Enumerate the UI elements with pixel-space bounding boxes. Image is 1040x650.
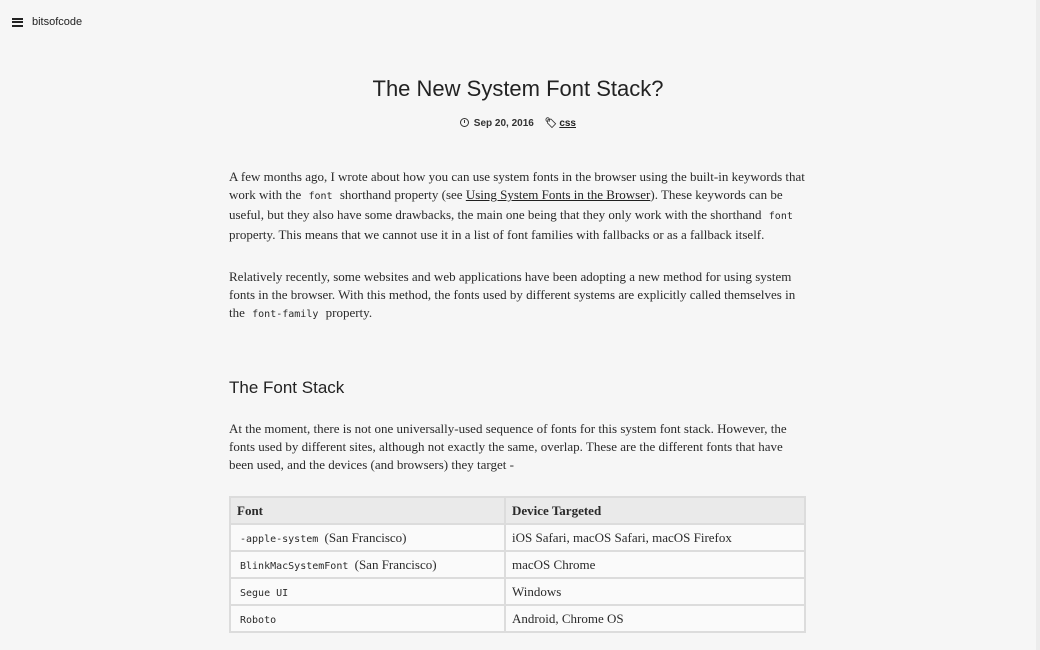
font-code: Segue UI <box>240 587 289 599</box>
text: property. <box>322 305 373 320</box>
table-cell-font <box>230 524 505 551</box>
inline-code: font <box>768 211 793 222</box>
inline-code: font <box>308 191 333 202</box>
hamburger-menu-icon[interactable] <box>12 18 23 27</box>
post-title: The New System Font Stack? <box>372 76 664 101</box>
inline-code: font-family <box>252 309 319 320</box>
column-header-device: Device Targeted <box>505 497 805 524</box>
clock-icon <box>460 118 469 127</box>
table-cell-device: iOS Safari, macOS Safari, macOS Firefox <box>505 524 805 551</box>
post-meta <box>0 118 1036 129</box>
top-bar <box>12 14 82 30</box>
text: Relatively recently, some websites and web applications have been adopting a new method for using system fonts in the browser. With this method, the fonts used by different systems are explicitly called themselves in the <box>229 269 796 320</box>
font-note: (San Francisco) <box>354 556 437 572</box>
table-row <box>230 551 805 578</box>
tag-link-css[interactable]: css <box>559 118 576 129</box>
table-row <box>230 524 805 551</box>
paragraph-font-stack: At the moment, there is not one universally-used sequence of fonts for this system font stack. However, the fonts used by different sites, although not exactly the same, overlap. These are the different fonts that have been used, and the devices (and browsers) they target - <box>229 421 787 472</box>
text: ). These keywords can be useful, but they also have some drawbacks, the main one being that they only work with the shorthand <box>229 187 783 222</box>
table-cell-device: Android, Chrome OS <box>505 605 805 632</box>
text: A few months ago, I wrote about how you can use system fonts in the browser using the built-in keywords that work with the <box>229 169 805 202</box>
font-code: BlinkMacSystemFont <box>240 560 349 572</box>
paragraph-method <box>229 268 809 324</box>
site-name-link[interactable]: bitsofcode <box>32 16 83 28</box>
table-cell-font <box>230 605 505 632</box>
font-note: (San Francisco) <box>324 529 407 545</box>
table-row <box>230 578 805 605</box>
post-date: Sep 20, 2016 <box>473 118 534 129</box>
text: shorthand property (see <box>336 187 466 202</box>
scrollbar-track[interactable] <box>1036 0 1040 650</box>
table-row <box>230 605 805 632</box>
table-cell-font <box>230 551 505 578</box>
section-heading: The Font Stack <box>229 378 345 397</box>
column-header-font: Font <box>230 497 505 524</box>
table-header-row <box>230 497 805 524</box>
font-table <box>229 496 806 633</box>
table-cell-device: macOS Chrome <box>505 551 805 578</box>
tags-icon: 🏷︎ <box>544 118 558 129</box>
table-cell-device: Windows <box>505 578 805 605</box>
link-using-system-fonts[interactable]: Using System Fonts in the Browser <box>465 187 651 202</box>
font-code: Roboto <box>240 614 277 626</box>
table-cell-font <box>230 578 505 605</box>
text: property. This means that we cannot use it in a list of font families with fallbacks or as a fallback itself. <box>229 227 765 242</box>
paragraph-intro <box>229 168 809 244</box>
font-code: -apple-system <box>240 533 319 545</box>
